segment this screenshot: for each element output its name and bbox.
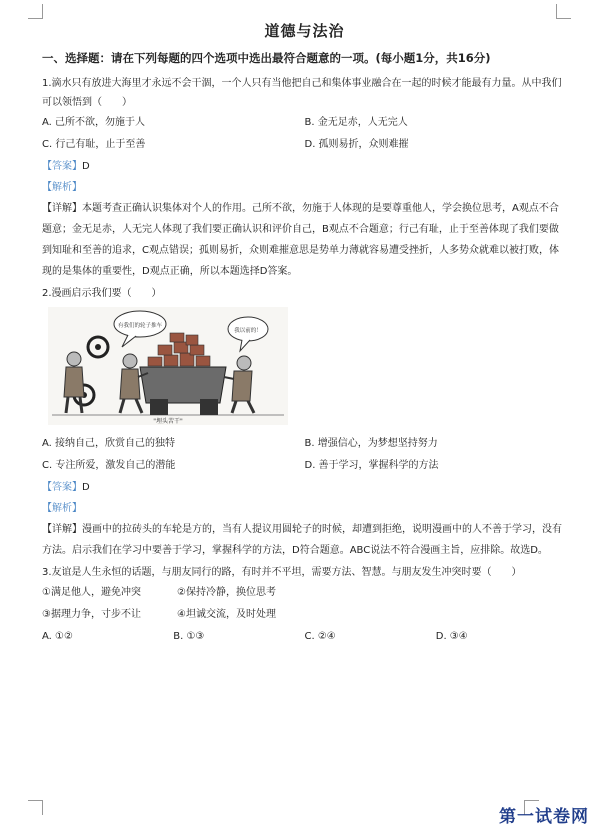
- item-1: ①满足他人，避免冲突: [42, 587, 141, 598]
- item-2: ②保持冷静，换位思考: [177, 587, 276, 598]
- answer-label: 【答案】: [42, 161, 82, 172]
- item-3: ③据理力争，寸步不让: [42, 609, 141, 620]
- question-2-options: [42, 433, 567, 477]
- option-c: C. 行己有耻，止于至善: [42, 139, 146, 150]
- detail-text: 【详解】本题考查正确认识集体对个人的作用。己所不欲，勿施于人体现的是要尊重他人，学会换位思考，A观点不合题意；金无足赤，人无完人体现了我们要正确认识和评价自己，B观点不合题意；行己有耻，止于至善体现了我们要做到知耻和至善的追求，C观点错误；孤则易折，众则难摧意思是势单力薄就容易遭受挫折，人多势众就难以被打败，体现的是集体的重要性，D观点正确，所以本题选择D答案。: [42, 203, 559, 277]
- comic-illustration: [48, 307, 288, 425]
- answer-value: D: [82, 161, 90, 172]
- bubble-left-text: 有我们的轮子推车: [117, 323, 163, 329]
- question-3-stem: 3.友谊是人生永恒的话题，与朋友同行的路，有时并不平坦，需要方法、智慧。与朋友发生冲突时要（ ）: [42, 567, 522, 578]
- corner-mark-bottom-left: [28, 800, 43, 815]
- question-1-options: [42, 112, 567, 156]
- answer-line: [42, 477, 567, 498]
- question-2-stem: 2.漫画启示我们要（ ）: [42, 288, 162, 299]
- option-b: B. 金无足赤，人无完人: [304, 117, 408, 128]
- option-c: C. 专注所爱，激发自己的潜能: [42, 460, 176, 471]
- option-a: A. 接纳自己，欣赏自己的独特: [42, 438, 176, 449]
- document-page: [42, 20, 567, 648]
- option-d: D. 孤则易折，众则难摧: [304, 139, 409, 150]
- question-3-options: [42, 626, 567, 648]
- option-a: A. 己所不欲，勿施于人: [42, 117, 146, 128]
- question-3-items: [42, 582, 312, 626]
- detail-text: 【详解】漫画中的拉砖头的车轮是方的，当有人提议用圆轮子的时候，却遭到拒绝，说明漫画中的人不善于学习，没有方法。启示我们在学习中要善于学习，掌握科学的方法，D符合题意。ABC说法不符合漫画主旨，应排除。故选D。: [42, 524, 562, 556]
- option-a: A. ①②: [42, 631, 73, 642]
- option-d: D. ③④: [435, 631, 468, 642]
- answer-value: D: [82, 482, 90, 493]
- option-c: C. ②④: [304, 631, 336, 642]
- page-title: 道德与法治: [264, 22, 345, 40]
- corner-mark-top-left: [28, 4, 43, 19]
- analysis-label: 【解析】: [42, 182, 82, 193]
- question-2: [42, 284, 567, 561]
- answer-line: [42, 156, 567, 177]
- watermark-logo: 第一试卷网: [499, 807, 589, 827]
- option-b: B. 增强信心，为梦想坚持努力: [304, 438, 438, 449]
- comic-caption: "埋头苦干": [153, 418, 183, 425]
- question-1: [42, 74, 567, 282]
- option-b: B. ①③: [173, 631, 205, 642]
- corner-mark-top-right: [556, 4, 571, 19]
- question-1-stem: 1.滴水只有放进大海里才永远不会干涸，一个人只有当他把自己和集体事业融合在一起的时候才能最有力量。从中我们可以领悟到（ ）: [42, 78, 562, 108]
- item-4: ④坦诚交流，及时处理: [177, 609, 276, 620]
- analysis-label: 【解析】: [42, 503, 82, 514]
- section-header: 一、选择题：请在下列每题的四个选项中选出最符合题意的一项。(每小题1分，共16分): [42, 51, 491, 65]
- answer-label: 【答案】: [42, 482, 82, 493]
- bubble-right-text: 我以前的！: [234, 328, 262, 334]
- option-d: D. 善于学习，掌握科学的方法: [304, 460, 439, 471]
- question-3: [42, 563, 567, 648]
